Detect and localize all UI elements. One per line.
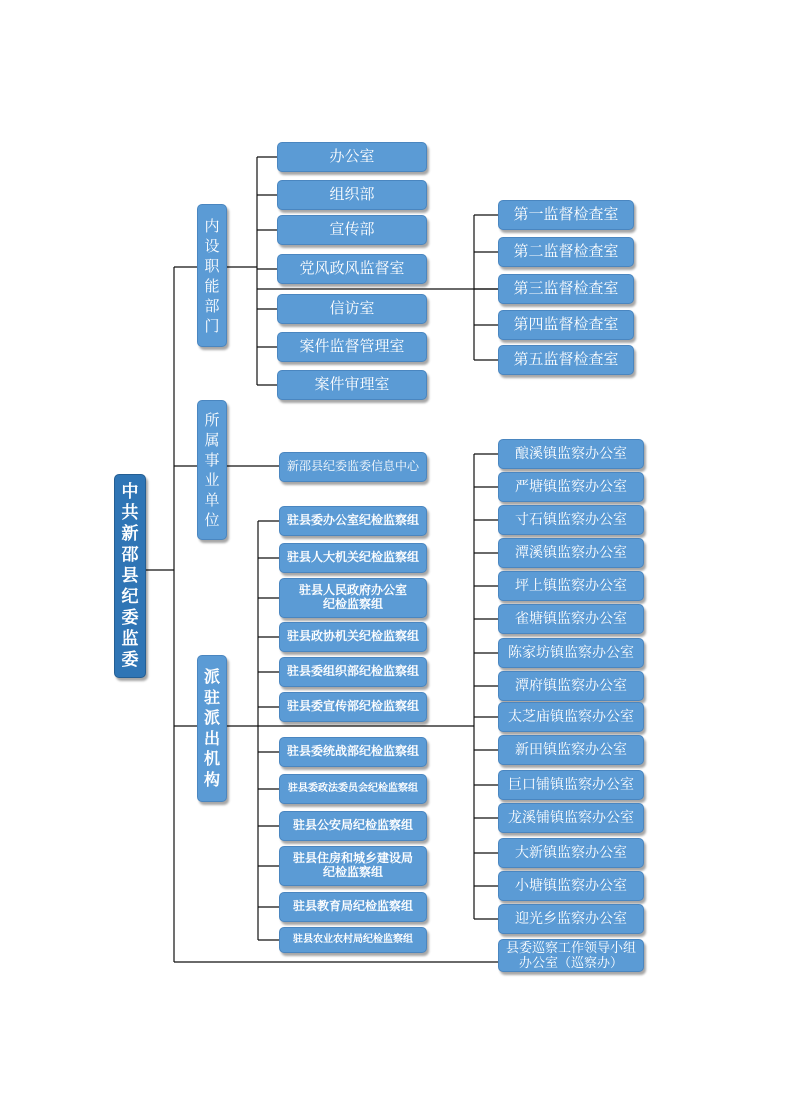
affiliated-unit	[279, 452, 427, 482]
supervision-room	[498, 200, 634, 230]
town-office-label: 酿溪镇监察办公室	[515, 445, 627, 462]
internal-dept	[277, 180, 427, 210]
supervision-room	[498, 237, 634, 267]
affiliated-unit-label: 新邵县纪委监委信息中心	[286, 459, 419, 474]
town-office-label: 小塘镇监察办公室	[515, 877, 627, 894]
town-office-label: 新田镇监察办公室	[515, 741, 627, 758]
internal-dept	[277, 142, 427, 172]
dispatched-group	[279, 657, 427, 687]
internal-dept-label: 组织部	[329, 185, 375, 204]
dispatched-group	[279, 811, 427, 841]
group-dispatched-label: 派驻派出机构	[204, 667, 221, 789]
dispatched-group-label: 驻县政协机关纪检监察组	[286, 629, 419, 644]
internal-dept-label: 党风政风监督室	[299, 259, 405, 278]
dispatched-group	[279, 506, 427, 536]
town-office	[498, 904, 644, 934]
group-affiliated-label: 所属事业单位	[204, 411, 220, 529]
internal-dept-label: 案件监督管理室	[299, 337, 405, 356]
town-office	[498, 538, 644, 568]
town-office	[498, 638, 644, 668]
dispatched-group	[279, 892, 427, 922]
town-office	[498, 571, 644, 601]
internal-dept-label: 信访室	[329, 299, 375, 318]
town-office-label: 巨口铺镇监察办公室	[508, 776, 634, 793]
town-office	[498, 702, 644, 732]
town-office	[498, 735, 644, 765]
internal-dept	[277, 254, 427, 284]
town-office	[498, 671, 644, 701]
town-office-label: 坪上镇监察办公室	[515, 577, 627, 594]
town-office-label: 陈家坊镇监察办公室	[508, 644, 634, 661]
inspection-office-label: 县委巡察工作领导小组办公室（巡察办）	[505, 940, 636, 971]
dispatched-group-label: 驻县委宣传部纪检监察组	[286, 699, 419, 714]
town-office	[498, 505, 644, 535]
internal-dept	[277, 332, 427, 362]
dispatched-group-label: 驻县委统战部纪检监察组	[286, 744, 419, 759]
dispatched-group-label: 驻县教育局纪检监察组	[292, 899, 413, 914]
town-office	[498, 472, 644, 502]
town-office	[498, 604, 644, 634]
town-office-label: 潭溪镇监察办公室	[515, 544, 627, 561]
dispatched-group	[279, 578, 427, 618]
town-office	[498, 838, 644, 868]
dispatched-group-label: 驻县委办公室纪检监察组	[286, 513, 419, 528]
supervision-room	[498, 345, 634, 375]
dispatched-group-label: 驻县人民政府办公室 纪检监察组	[298, 583, 407, 611]
town-office-label: 寸石镇监察办公室	[515, 511, 627, 528]
root-label: 中共新邵县纪委监委	[121, 481, 139, 670]
dispatched-group-label: 驻县委组织部纪检监察组	[286, 664, 419, 679]
town-office	[498, 803, 644, 833]
group-affiliated	[197, 400, 227, 540]
dispatched-group-label: 驻县农业农村局纪检监察组	[293, 934, 413, 946]
group-internal	[197, 204, 227, 347]
town-office-label: 潭府镇监察办公室	[515, 677, 627, 694]
town-office-label: 龙溪铺镇监察办公室	[508, 809, 634, 826]
dispatched-group-label: 驻县人大机关纪检监察组	[286, 550, 419, 565]
internal-dept-label: 案件审理室	[314, 375, 390, 394]
supervision-room	[498, 274, 634, 304]
dispatched-group-label: 驻县委政法委员会纪检监察组	[288, 783, 418, 795]
dispatched-group	[279, 543, 427, 573]
dispatched-group	[279, 846, 427, 886]
town-office-label: 雀塘镇监察办公室	[515, 610, 627, 627]
town-office	[498, 770, 644, 800]
dispatched-group	[279, 927, 427, 953]
town-office	[498, 439, 644, 469]
town-office-label: 太芝庙镇监察办公室	[508, 708, 634, 725]
supervision-room-label: 第二监督检查室	[513, 242, 619, 261]
root-node	[114, 474, 146, 678]
supervision-room-label: 第四监督检查室	[513, 315, 619, 334]
dispatched-group	[279, 622, 427, 652]
town-office-label: 大新镇监察办公室	[515, 844, 627, 861]
internal-dept-label: 宣传部	[329, 220, 375, 239]
internal-dept-label: 办公室	[329, 147, 375, 166]
internal-dept	[277, 370, 427, 400]
inspection-office-node	[498, 939, 644, 972]
dispatched-group	[279, 692, 427, 722]
group-dispatched	[197, 655, 227, 802]
supervision-room	[498, 310, 634, 340]
town-office	[498, 871, 644, 901]
dispatched-group-label: 驻县公安局纪检监察组	[292, 818, 413, 833]
supervision-room-label: 第一监督检查室	[513, 205, 619, 224]
town-office-label: 迎光乡监察办公室	[515, 910, 627, 927]
dispatched-group	[279, 737, 427, 767]
supervision-room-label: 第五监督检查室	[513, 350, 619, 369]
supervision-room-label: 第三监督检查室	[513, 279, 619, 298]
internal-dept	[277, 294, 427, 324]
internal-dept	[277, 215, 427, 245]
town-office-label: 严塘镇监察办公室	[515, 478, 627, 495]
dispatched-group-label: 驻县住房和城乡建设局 纪检监察组	[292, 851, 413, 879]
group-internal-label: 内设职能部门	[204, 216, 220, 335]
dispatched-group	[279, 774, 427, 804]
